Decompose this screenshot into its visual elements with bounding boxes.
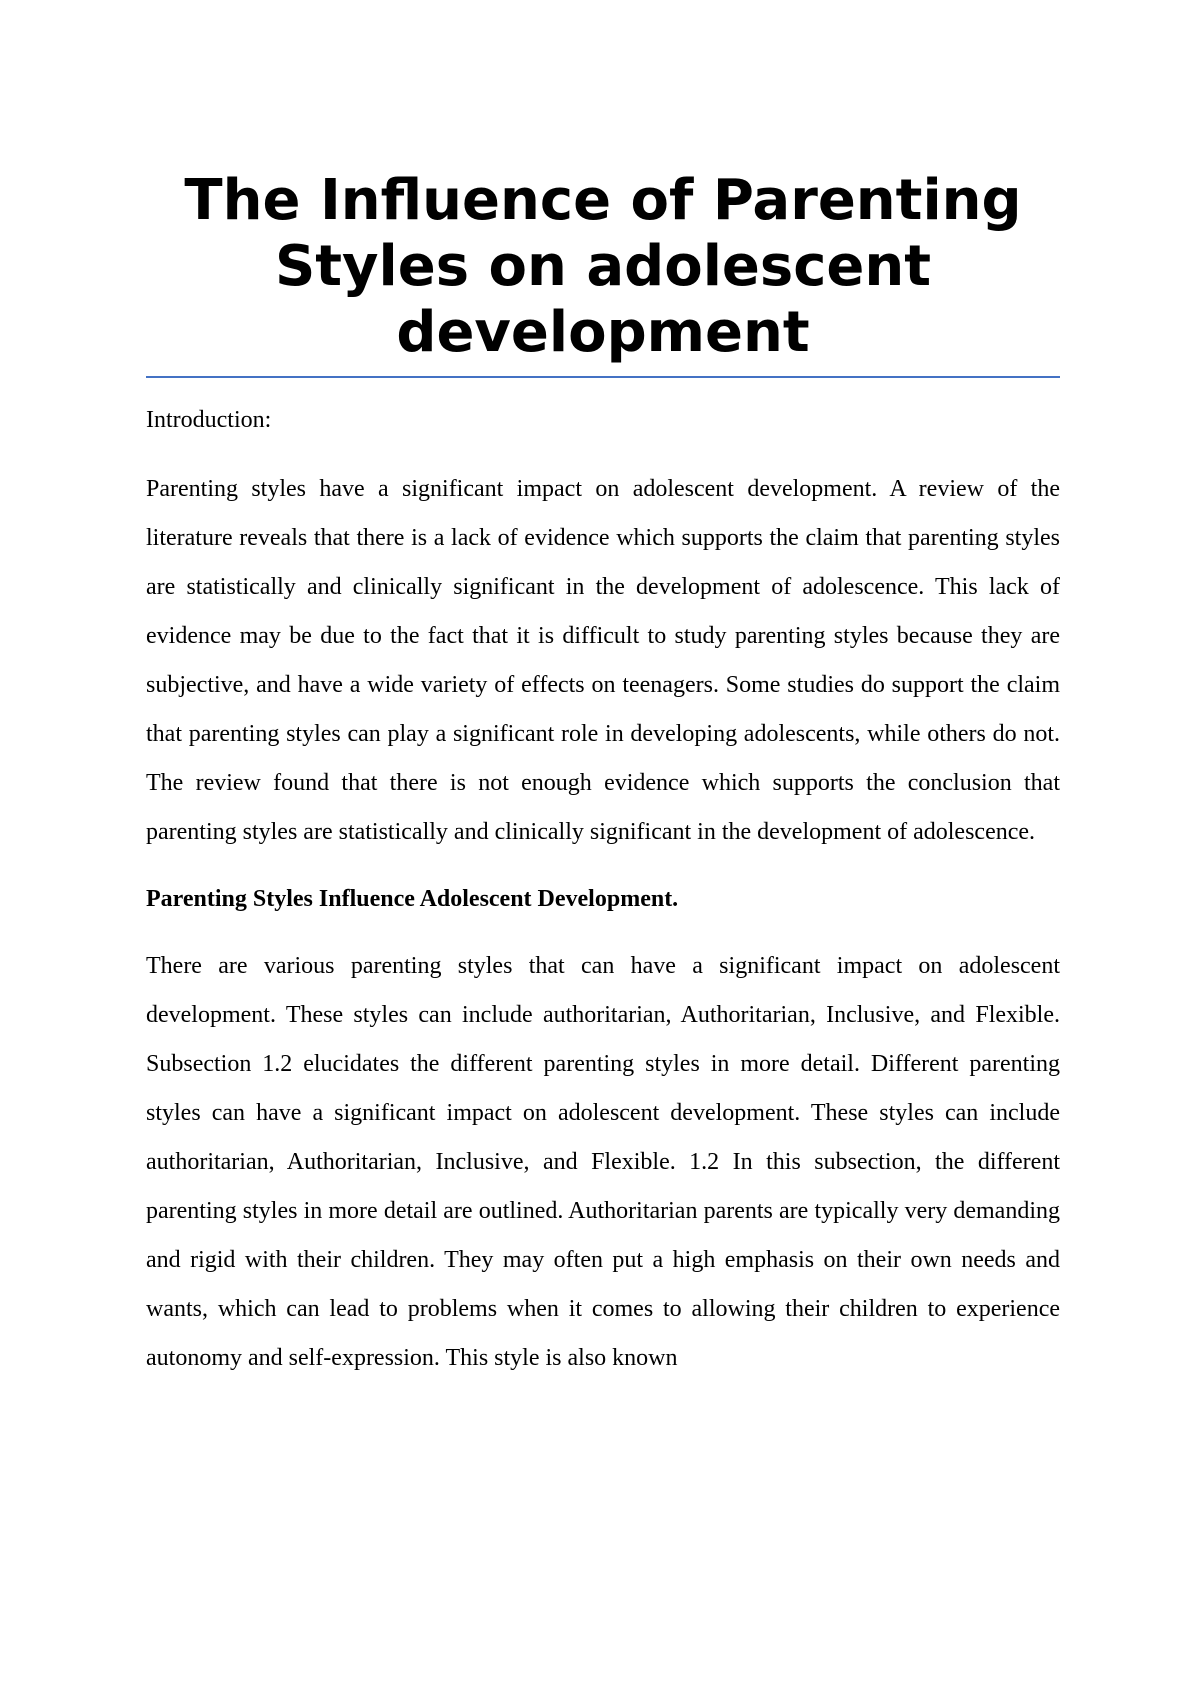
intro-paragraph: Parenting styles have a significant impact on adolescent development. A review of the literature reveals that there is a lack of evidence which supports the claim that parenting styles are statistically and clinically significant in the development of adolescence. This lack of evidence may be due to the fact that it is difficult to study parenting styles because they are subjective, and have a wide variety of effects on teenagers. Some studies do support the claim that parenting styles can play a significant role in developing adolescents, while others do not. The review found that there is not enough evidence which supports the conclusion that parenting styles are statistically and clinically significant in the development of adolescence. — [146, 476, 1060, 845]
section-paragraph: There are various parenting styles that can have a significant impact on adolescent development. These styles can include authoritarian, Authoritarian, Inclusive, and Flexible. Subsection 1.2 elucidates the different parenting styles in more detail. Different parenting styles can have a significant impact on adolescent development. These styles can include authoritarian, Authoritarian, Inclusive, and Flexible. 1.2 In this subsection, the different parenting styles in more detail are outlined. Authoritarian parents are typically very demanding and rigid with their children. They may often put a high emphasis on their own needs and wants, which can lead to problems when it comes to allowing their children to experience autonomy and self-expression. This style is also known — [146, 953, 1060, 1371]
section-heading: Parenting Styles Influence Adolescent Development. — [146, 886, 679, 912]
document-title: The Influence of Parenting Styles on adolescent development — [146, 168, 1060, 378]
intro-label: Introduction: — [146, 407, 272, 433]
document-body — [146, 168, 1060, 1383]
